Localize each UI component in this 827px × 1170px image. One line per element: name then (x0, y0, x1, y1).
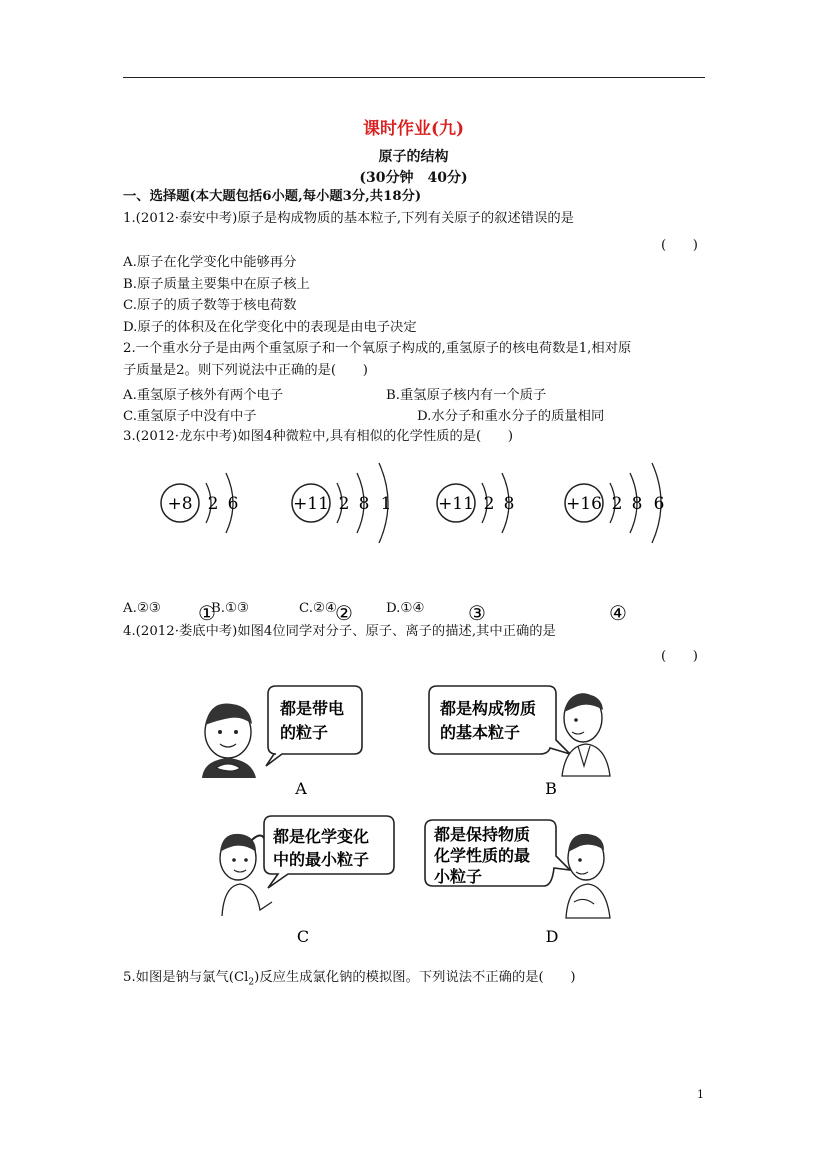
q2-option-b: B.重氢原子核内有一个质子 (386, 388, 547, 403)
q2-stem-line2: 子质量是2。则下列说法中正确的是( ) (123, 363, 368, 378)
nucleus-charge: +8 (167, 494, 193, 514)
atom-diagram-3 (437, 473, 514, 625)
student-label-b: B (545, 779, 557, 798)
bubble-a-line1: 都是带电 (280, 699, 345, 718)
bubble-a-line2: 的粒子 (280, 723, 329, 742)
q1-option-d: D.原子的体积及在化学变化中的表现是由电子决定 (123, 320, 417, 335)
shell-electrons: 6 (653, 494, 665, 514)
bubble-d-line2: 化学性质的最 (434, 846, 531, 865)
bubble-d-line1: 都是保持物质 (434, 825, 531, 844)
bubble-d-line3: 小粒子 (434, 867, 483, 886)
bubble-b-line1: 都是构成物质 (440, 699, 537, 718)
shell-electrons: 8 (631, 494, 643, 514)
speech-bubble-b (429, 686, 570, 754)
nucleus-charge: +11 (293, 494, 329, 514)
student-b-figure (562, 694, 610, 776)
q5-stem-subscript: 2 (248, 977, 255, 988)
student-label-a: A (295, 779, 307, 798)
shell-electrons: 2 (611, 494, 623, 514)
q2-option-a: A.重氢原子核外有两个电子 (123, 388, 284, 403)
nucleus-charge: +16 (566, 494, 602, 514)
q5-stem-pre: 5.如图是钠与氯气(Cl (123, 970, 249, 985)
bubble-b-line2: 的基本粒子 (440, 723, 521, 742)
shell-electrons: 1 (380, 494, 392, 514)
diagram-label: ③ (468, 601, 486, 625)
q2-option-c: C.重氢原子中没有中子 (123, 409, 257, 424)
speech-bubble-c (264, 816, 394, 888)
diagram-label: ② (335, 601, 353, 625)
speech-bubble-d (425, 820, 570, 886)
q2-option-d: D.水分子和重水分子的质量相同 (417, 409, 605, 424)
speech-bubble-a (266, 686, 362, 766)
q3-option-c: C.②④ (299, 601, 337, 616)
bubble-c-line1: 都是化学变化 (273, 827, 370, 846)
q2-stem-line1: 2.一个重水分子是由两个重氢原子和一个氧原子构成的,重氢原子的核电荷数是1,相对原 (123, 341, 632, 356)
q4-illustration (190, 680, 630, 950)
shell-electrons: 8 (358, 494, 370, 514)
student-label-d: D (545, 927, 559, 946)
q5-stem (123, 969, 576, 992)
q4-answer-paren: ( ) (661, 649, 698, 664)
q3-option-d: D.①④ (386, 601, 425, 616)
time-score: (30分钟 40分) (359, 170, 468, 186)
student-d-figure (566, 834, 610, 918)
q3-option-b: B.①③ (211, 601, 249, 616)
nucleus-charge: +11 (438, 494, 474, 514)
q5-stem-post: )反应生成氯化钠的模拟图。下列说法不正确的是( ) (254, 970, 576, 985)
bubble-c-line2: 中的最小粒子 (273, 850, 370, 869)
q1-option-a: A.原子在化学变化中能够再分 (123, 255, 297, 270)
section-heading: 一、选择题(本大题包括6小题,每小题3分,共18分) (123, 189, 422, 204)
page-number: 1 (697, 1088, 704, 1101)
shell-electrons: 2 (338, 494, 350, 514)
q4-stem: 4.(2012·娄底中考)如图4位同学对分子、原子、离子的描述,其中正确的是 (123, 624, 556, 639)
q1-answer-paren: ( ) (661, 238, 698, 253)
shell-electrons: 8 (503, 494, 515, 514)
q1-stem: 1.(2012·泰安中考)原子是构成物质的基本粒子,下列有关原子的叙述错误的是 (123, 211, 574, 226)
student-a-figure (202, 703, 256, 778)
shell-electrons: 6 (227, 494, 239, 514)
shell-electrons: 2 (207, 494, 219, 514)
page-subtitle: 原子的结构 (378, 149, 449, 165)
q1-option-b: B.原子质量主要集中在原子核上 (123, 277, 310, 292)
page-title: 课时作业(九) (362, 119, 465, 139)
diagram-label: ① (198, 601, 216, 625)
header-rule (123, 77, 705, 78)
atom-diagram-4 (565, 463, 664, 625)
q3-stem: 3.(2012·龙东中考)如图4种微粒中,具有相似的化学性质的是( ) (123, 429, 514, 444)
diagram-label: ④ (609, 601, 627, 625)
q1-option-c: C.原子的质子数等于核电荷数 (123, 298, 297, 313)
q3-option-a: A.②③ (123, 601, 161, 616)
student-label-c: C (296, 927, 310, 946)
shell-electrons: 2 (483, 494, 495, 514)
